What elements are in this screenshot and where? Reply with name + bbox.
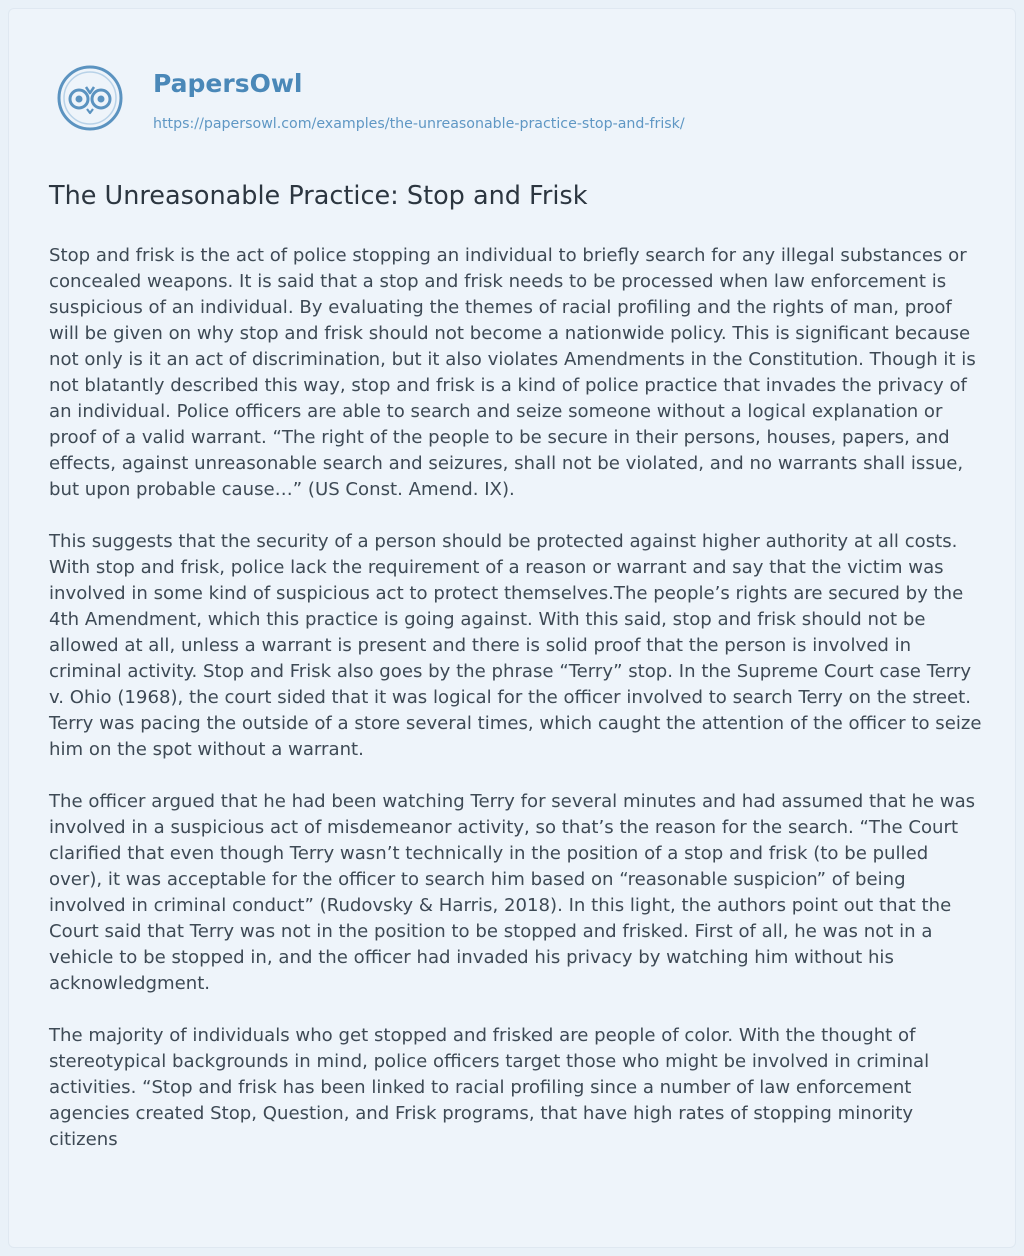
source-url-link[interactable]: https://papersowl.com/examples/the-unreasonable-practice-stop-and-frisk/: [153, 116, 685, 132]
paragraph: Stop and frisk is the act of police stopping an individual to briefly search for any illegal substances or concealed weapons. It is said that a stop and frisk needs to be processed when law enforcement is suspicious of an individual. By evaluating the themes of racial profiling and the rights of man, proof will be given on why stop and frisk should not become a nationwide policy. This is significant because not only is it an act of discrimination, but it also violates Amendments in the Constitution. Though it is not blatantly described this way, stop and frisk is a kind of police practice that invades the privacy of an individual. Police officers are able to search and seize someone without a logical explanation or proof of a valid warrant. “The right of the people to be secure in their persons, houses, papers, and effects, against unreasonable search and seizures, shall not be violated, and no warrants shall issue, but upon probable cause…” (US Const. Amend. IX).: [49, 245, 976, 500]
document-title: The Unreasonable Practice: Stop and Frisk: [49, 181, 588, 211]
paragraph: The officer argued that he had been watching Terry for several minutes and had assumed that he was involved in a suspicious act of misdemeanor activity, so that’s the reason for the search. “The Court clarified that even though Terry wasn’t technically in the position of a stop and frisk (to be pulled over), it was acceptable for the officer to search him based on “reasonable suspicion” of being involved in criminal conduct” (Rudovsky & Harris, 2018). In this light, the authors point out that the Court said that Terry was not in the position to be stopped and frisked. First of all, he was not in a vehicle to be stopped in, and the officer had invaded his privacy by watching him without his acknowledgment.: [49, 791, 976, 994]
document-body: [49, 243, 984, 1179]
paragraph: The majority of individuals who get stopped and frisked are people of color. With the thought of stereotypical backgrounds in mind, police officers target those who might be involved in criminal activities. “Stop and frisk has been linked to racial profiling since a number of law enforcement agencies created Stop, Question, and Frisk programs, that have high rates of stopping minority citizens: [49, 1025, 930, 1150]
brand-name: PapersOwl: [153, 69, 303, 98]
owl-eyes-icon: [57, 65, 123, 131]
paragraph: This suggests that the security of a person should be protected against higher authority at all costs. With stop and frisk, police lack the requirement of a reason or warrant and say that the victim was involved in some kind of suspicious act to protect themselves.The people’s rights are secured by the 4th Amendment, which this practice is going against. With this said, stop and frisk should not be allowed at all, unless a warrant is present and there is solid proof that the person is involved in criminal activity. Stop and Frisk also goes by the phrase “Terry” stop. In the Supreme Court case Terry v. Ohio (1968), the court sided that it was logical for the officer involved to search Terry on the street. Terry was pacing the outside of a store several times, which caught the attention of the officer to seize him on the spot without a warrant.: [49, 531, 982, 760]
document-page: [8, 8, 1016, 1248]
